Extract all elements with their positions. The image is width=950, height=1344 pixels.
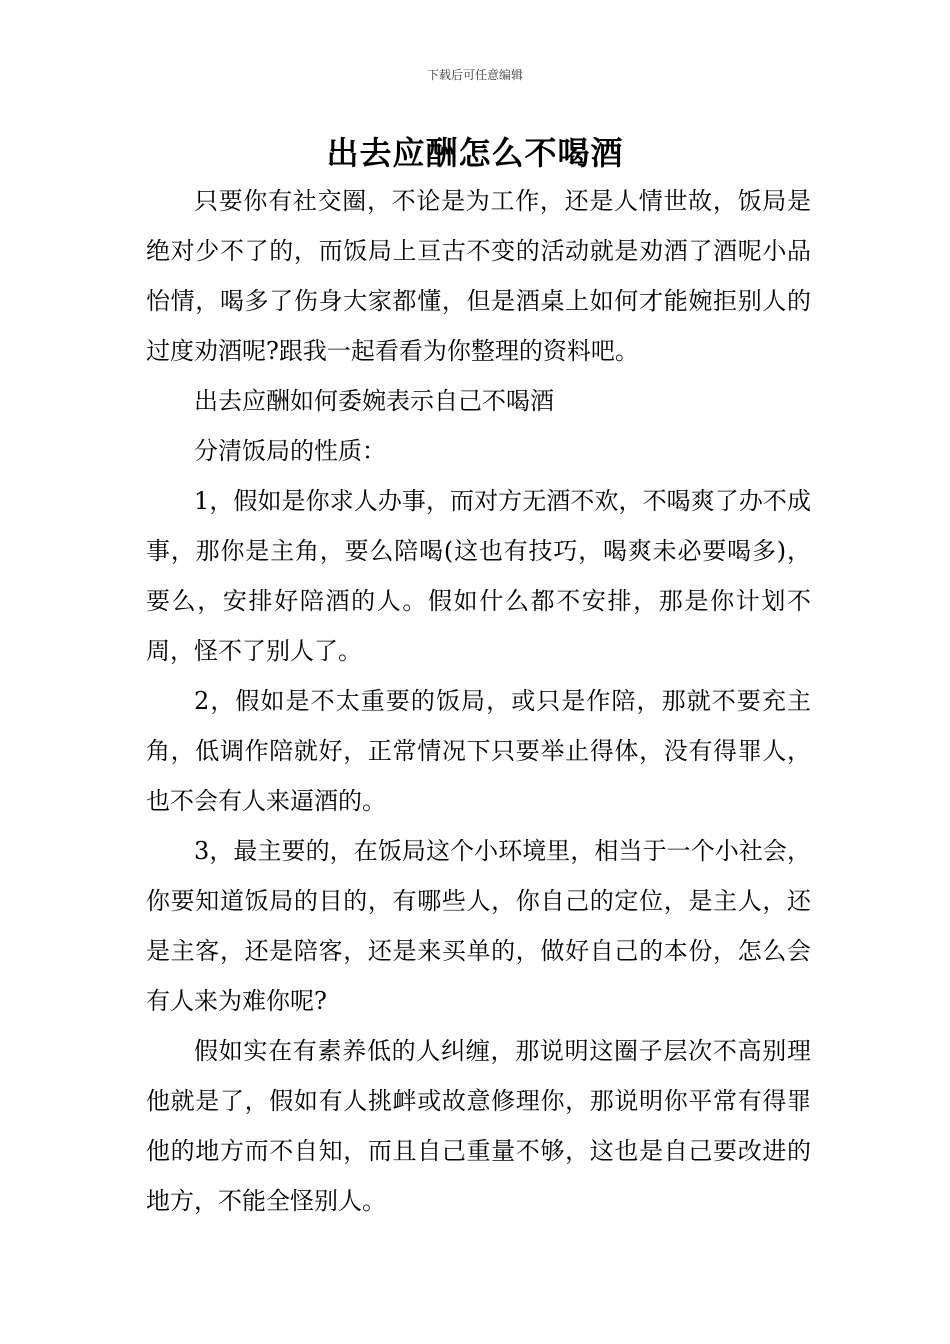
paragraph-nature-heading: 分清饭局的性质： (194, 437, 386, 465)
paragraph-point-1: 1，假如是你求人办事，而对方无酒不欢，不喝爽了办不成事，那你是主角，要么陪喝(这也有技巧，喝爽未必要喝多)，要么，安排好陪酒的人。假如什么都不安排，那是你计划不周，怪不了别人了。 (146, 487, 811, 665)
paragraph-closing: 假如实在有素养低的人纠缠，那说明这圈子层次不高别理他就是了，假如有人挑衅或故意修理你，那说明你平常有得罪他的地方而不自知，而且自己重量不够，这也是自己要改进的地方，不能全怪别人。 (146, 1037, 811, 1215)
paragraph-subheading: 出去应酬如何委婉表示自己不喝酒 (194, 387, 554, 415)
paragraph-intro: 只要你有社交圈，不论是为工作，还是人情世故，饭局是绝对少不了的，而饭局上亘古不变的活动就是劝酒了酒呢小品怡情，喝多了伤身大家都懂，但是酒桌上如何才能婉拒别人的过度劝酒呢?跟我一起看看为你整理的资料吧。 (146, 187, 811, 365)
page-title: 出去应酬怎么不喝酒 (326, 134, 624, 172)
document-body (146, 176, 811, 1226)
header-note: 下载后可任意编辑 (426, 68, 523, 82)
paragraph-point-2: 2，假如是不太重要的饭局，或只是作陪，那就不要充主角，低调作陪就好，正常情况下只要举止得体，没有得罪人，也不会有人来逼酒的。 (146, 687, 811, 815)
paragraph-point-3: 3，最主要的，在饭局这个小环境里，相当于一个小社会，你要知道饭局的目的，有哪些人，你自己的定位，是主人，还是主客，还是陪客，还是来买单的，做好自己的本份，怎么会有人来为难你呢? (146, 837, 811, 1015)
